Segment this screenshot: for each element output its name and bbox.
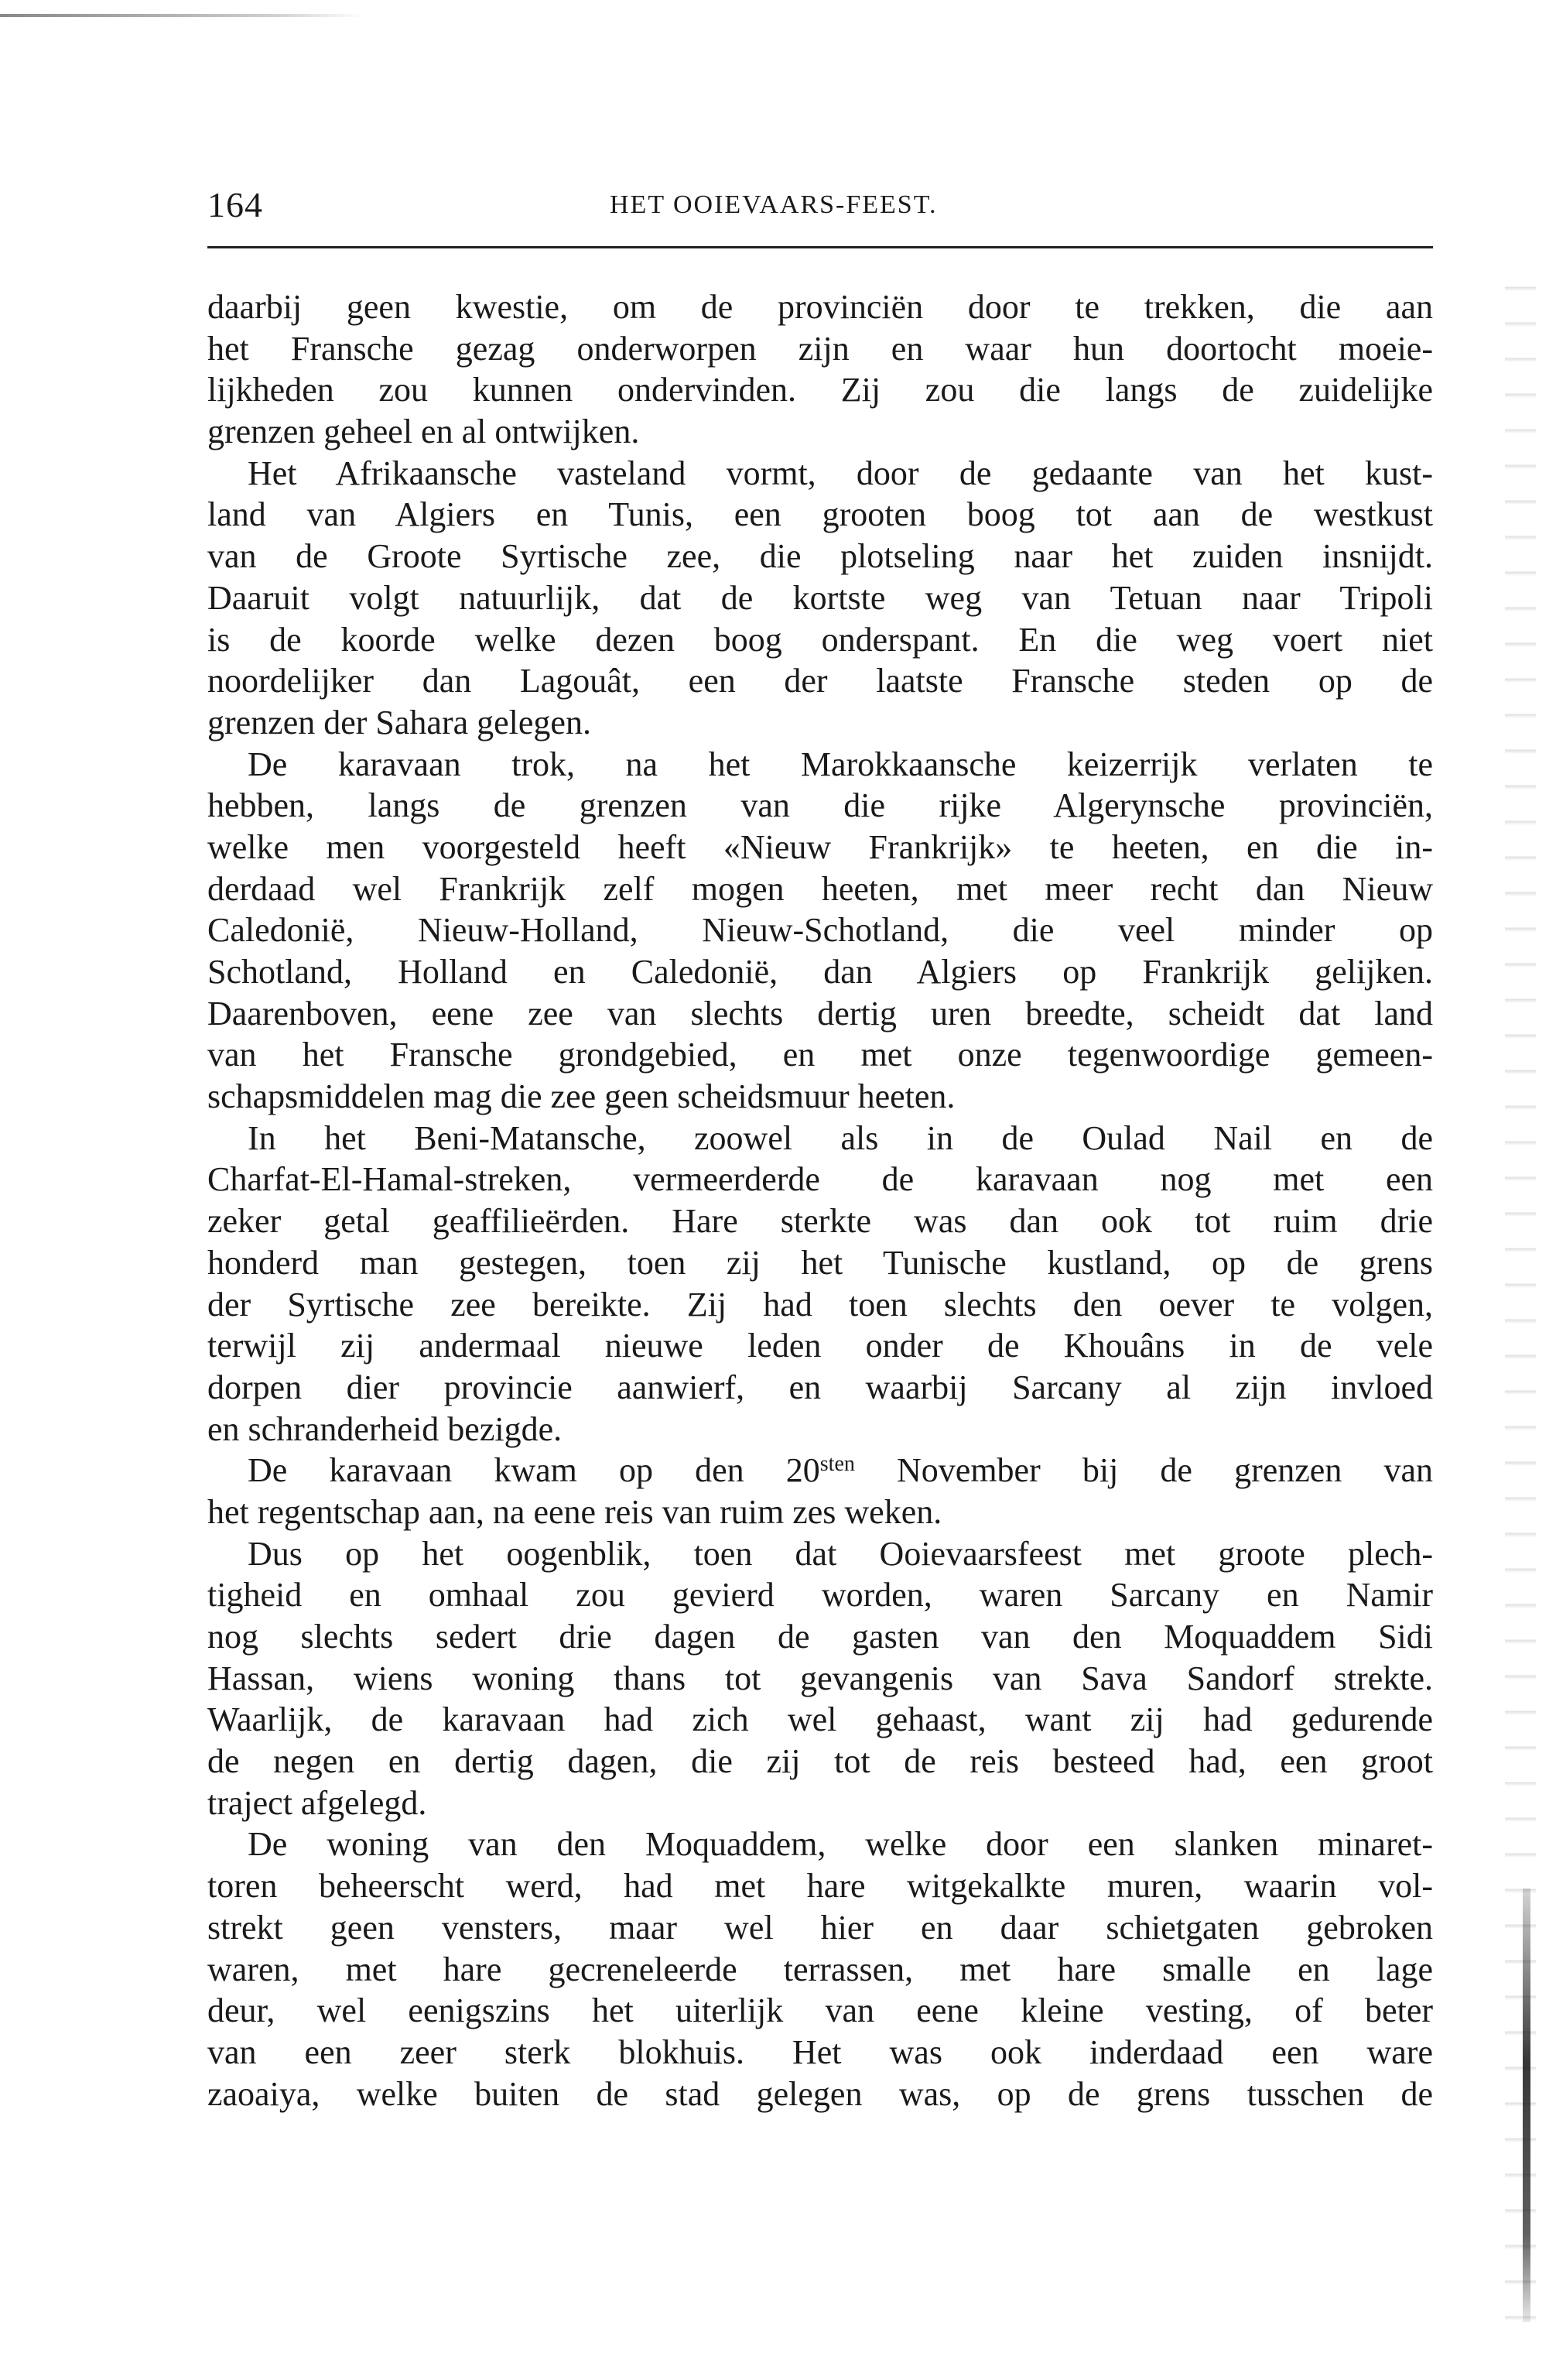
- text-line: Dus op het oogenblik, toen dat Ooievaarsfeest met groote plech-: [248, 1534, 1433, 1573]
- text-line: van een zeer sterk blokhuis. Het was ook inderdaad een ware: [207, 2032, 1433, 2071]
- text-line: zeker getal geaffilieërden. Hare sterkte was dan ook tot ruim drie: [207, 1202, 1433, 1241]
- running-title: HET OOIEVAARS-FEEST.: [610, 190, 938, 219]
- text-line: deur, wel eenigszins het uiterlijk van eene kleine vesting, of beter: [207, 1991, 1433, 2030]
- text-line: tigheid en omhaal zou gevierd worden, waren Sarcany en Namir: [207, 1576, 1433, 1615]
- superscript: sten: [819, 1452, 855, 1477]
- text-line: welke men voorgesteld heeft «Nieuw Frankrijk» te heeten, en die in-: [207, 827, 1433, 866]
- text-line: strekt geen vensters, maar wel hier en daar schietgaten gebroken: [207, 1908, 1433, 1947]
- text-line: Schotland, Holland en Caledonië, dan Algiers op Frankrijk gelijken.: [207, 953, 1433, 991]
- text-line: honderd man gestegen, toen zij het Tunische kustland, op de grens: [207, 1243, 1433, 1282]
- text-line: nog slechts sedert drie dagen de gasten van den Moquaddem Sidi: [207, 1618, 1433, 1656]
- body-text: [207, 286, 1433, 2115]
- text-line: Waarlijk, de karavaan had zich wel gehaast, want zij had gedurende: [207, 1700, 1433, 1739]
- text-line: toren beheerscht werd, had met hare witgekalkte muren, waarin vol-: [207, 1867, 1433, 1906]
- text-line: Charfat-El-Hamal-streken, vermeerderde de karavaan nog met een: [207, 1160, 1433, 1199]
- text-line: traject afgelegd.: [207, 1783, 427, 1822]
- text-line: van de Groote Syrtische zee, die plotseling naar het zuiden insnijdt.: [207, 537, 1433, 576]
- text-line: lijkheden zou kunnen ondervinden. Zij zou die langs de zuidelijke: [207, 371, 1433, 409]
- text-line: van het Fransche grondgebied, en met onze tegenwoordige gemeen-: [207, 1036, 1433, 1074]
- text-line: dorpen dier provincie aanwierf, en waarbij Sarcany al zijn invloed: [207, 1368, 1433, 1406]
- text-line: In het Beni-Matansche, zoowel als in de Oulad Nail en de: [248, 1118, 1433, 1157]
- text-line: het regentschap aan, na eene reis van ruim zes weken.: [207, 1492, 942, 1531]
- page-number: 164: [207, 185, 263, 224]
- text-line: Daarenboven, eene zee van slechts dertig uren breedte, scheidt dat land: [207, 994, 1433, 1032]
- text-line: schapsmiddelen mag die zee geen scheidsmuur heeten.: [207, 1077, 956, 1116]
- text-line-with-superscript: [207, 1450, 1433, 1491]
- line-start: De karavaan kwam op den 20: [248, 1451, 820, 1490]
- text-line: derdaad wel Frankrijk zelf mogen heeten, met meer recht dan Nieuw: [207, 869, 1433, 908]
- text-line: de negen en dertig dagen, die zij tot de reis besteed had, een groot: [207, 1742, 1433, 1781]
- text-line: De karavaan trok, na het Marokkaansche keizerrijk verlaten te: [248, 745, 1433, 783]
- text-line: is de koorde welke dezen boog onderspant. En die weg voert niet: [207, 620, 1433, 659]
- header-rule: [207, 246, 1433, 248]
- text-line: en schranderheid bezigde.: [207, 1409, 563, 1448]
- text-line: terwijl zij andermaal nieuwe leden onder de Khouâns in de vele: [207, 1327, 1433, 1365]
- text-line: der Syrtische zee bereikte. Zij had toen slechts den oever te volgen,: [207, 1285, 1433, 1324]
- text-line: De woning van den Moquaddem, welke door een slanken minaret-: [248, 1825, 1433, 1864]
- text-line: grenzen der Sahara gelegen.: [207, 703, 591, 741]
- text-line: noordelijker dan Lagouât, een der laatste Fransche steden op de: [207, 662, 1433, 700]
- text-line: land van Algiers en Tunis, een grooten boog tot aan de westkust: [207, 495, 1433, 534]
- text-line: zaoaiya, welke buiten de stad gelegen was, op de grens tusschen de: [207, 2074, 1433, 2113]
- scan-edge-top: [0, 14, 364, 17]
- scan-binding-shadow: [1523, 1889, 1530, 2322]
- text-line: daarbij geen kwestie, om de provinciën door te trekken, die aan: [207, 288, 1433, 326]
- page-header: [207, 184, 1433, 238]
- line-end: November bij de grenzen van: [854, 1451, 1433, 1490]
- text-line: Hassan, wiens woning thans tot gevangenis van Sava Sandorf strekte.: [207, 1659, 1433, 1697]
- text-line: hebben, langs de grenzen van die rijke Algerynsche provinciën,: [207, 786, 1433, 825]
- text-line: het Fransche gezag onderworpen zijn en waar hun doortocht moeie-: [207, 329, 1433, 368]
- text-line: grenzen geheel en al ontwijken.: [207, 413, 640, 451]
- text-line: Daaruit volgt natuurlijk, dat de kortste weg van Tetuan naar Tripoli: [207, 578, 1433, 617]
- scan-edge-right: [1505, 255, 1536, 2345]
- text-line: waren, met hare gecreneleerde terrassen, met hare smalle en lage: [207, 1950, 1433, 1988]
- text-line: Het Afrikaansche vasteland vormt, door de gedaante van het kust-: [248, 454, 1433, 492]
- text-line: Caledonië, Nieuw-Holland, Nieuw-Schotland, die veel minder op: [207, 911, 1433, 950]
